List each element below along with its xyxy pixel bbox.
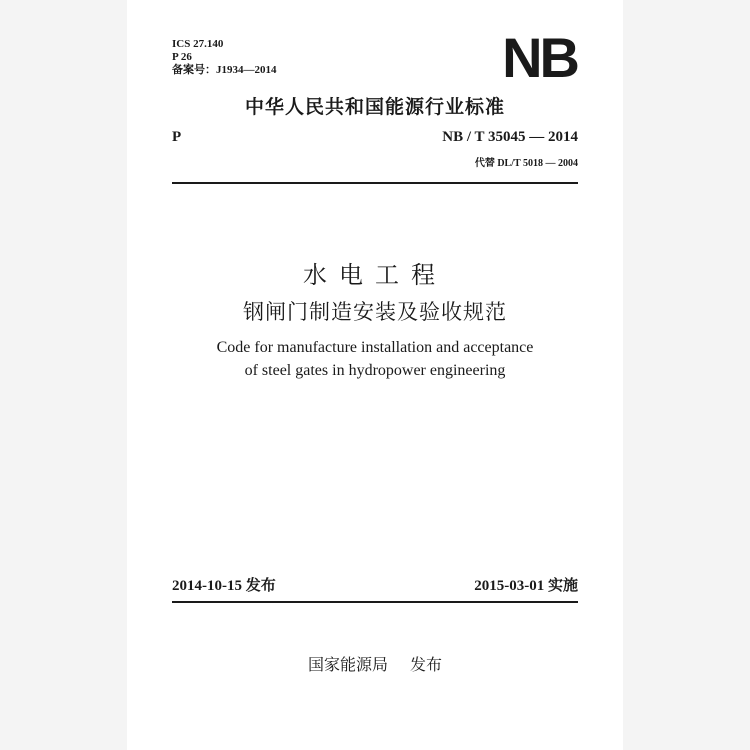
nb-logo: NB [502,26,577,89]
replaces-standard: 代替 DL/T 5018 — 2004 [474,158,578,169]
title-cn-line2: 钢闸门制造安装及验收规范 [243,300,507,324]
implement-date [474,574,578,595]
document-cover [127,0,623,750]
title-en-line2: of steel gates in hydropower engineering [244,362,506,379]
record-number: 备案号：J1934—2014 [172,64,277,76]
ics-code: ICS 27.140 [172,38,224,50]
ccs-code: P 26 [172,51,192,63]
issue-date-value: 2014-10-15 [172,578,242,594]
publisher-action: 发布 [410,655,443,674]
footer-divider [172,601,578,603]
category-code: P [172,129,182,145]
title-en-line1: Code for manufacture installation and acceptance [216,339,534,356]
issue-date-label: 发布 [245,576,276,594]
standard-number: NB / T 35045 — 2014 [442,129,578,145]
implement-date-label: 实施 [547,576,578,594]
header-divider [172,182,578,184]
publisher [127,652,623,675]
publisher-name: 国家能源局 [307,655,388,674]
implement-date-value: 2015-03-01 [474,578,545,594]
national-standard-title: 中华人民共和国能源行业标准 [244,96,505,118]
title-cn-line1: 水电工程 [303,261,447,289]
issue-date [172,574,276,595]
